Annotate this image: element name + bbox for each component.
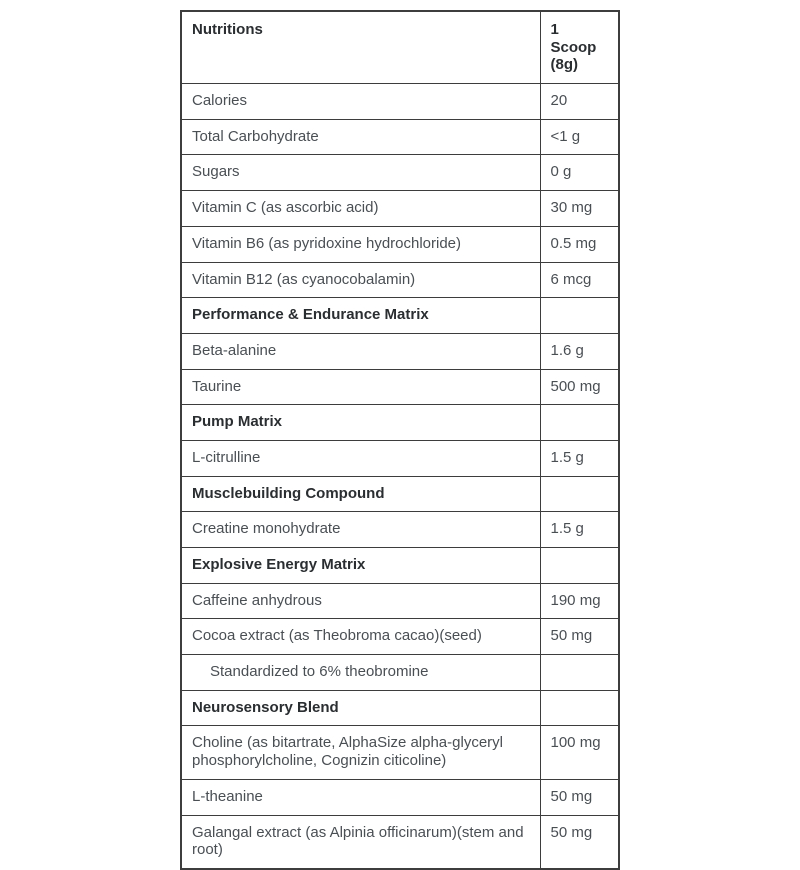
section-header-row — [181, 690, 619, 726]
nutrient-amount-cell — [540, 405, 619, 441]
table-row — [181, 226, 619, 262]
nutrient-name-cell: Standardized to 6% theobromine — [181, 655, 540, 691]
nutrient-amount-cell: 6 mcg — [540, 262, 619, 298]
table-row — [181, 440, 619, 476]
nutrient-amount-cell — [540, 548, 619, 584]
nutrient-amount-cell: 0.5 mg — [540, 226, 619, 262]
nutrient-name-cell: Taurine — [181, 369, 540, 405]
nutrient-amount-cell: 50 mg — [540, 815, 619, 869]
nutrient-name-cell: Sugars — [181, 155, 540, 191]
table-row — [181, 333, 619, 369]
section-header-row — [181, 405, 619, 441]
nutrient-amount-cell: 0 g — [540, 155, 619, 191]
table-row — [181, 726, 619, 779]
nutrition-facts-table — [180, 10, 620, 870]
nutrient-name-cell: Vitamin B6 (as pyridoxine hydrochloride) — [181, 226, 540, 262]
nutrient-name-cell: L-citrulline — [181, 440, 540, 476]
table-row — [181, 262, 619, 298]
section-header-row — [181, 298, 619, 334]
nutrient-amount-cell: <1 g — [540, 119, 619, 155]
table-row — [181, 155, 619, 191]
nutrient-amount-cell: 30 mg — [540, 191, 619, 227]
nutrient-amount-cell — [540, 298, 619, 334]
column-header-serving: 1 Scoop (8g) — [540, 11, 619, 84]
nutrient-amount-cell — [540, 476, 619, 512]
table-row — [181, 583, 619, 619]
nutrient-name-cell: Total Carbohydrate — [181, 119, 540, 155]
nutrient-name-cell: Galangal extract (as Alpinia officinarum)(stem and root) — [181, 815, 540, 869]
nutrient-amount-cell: 500 mg — [540, 369, 619, 405]
nutrient-name-cell: Beta-alanine — [181, 333, 540, 369]
table-row — [181, 191, 619, 227]
section-header-row — [181, 476, 619, 512]
section-title-cell: Musclebuilding Compound — [181, 476, 540, 512]
nutrient-name-cell: Choline (as bitartrate, AlphaSize alpha-glyceryl phosphorylcholine, Cognizin citicoline) — [181, 726, 540, 779]
nutrient-name-cell: Calories — [181, 84, 540, 120]
nutrient-amount-cell: 20 — [540, 84, 619, 120]
table-header-row — [181, 11, 619, 84]
nutrient-name-cell: Cocoa extract (as Theobroma cacao)(seed) — [181, 619, 540, 655]
table-row — [181, 815, 619, 869]
nutrient-amount-cell: 50 mg — [540, 779, 619, 815]
table-row — [181, 655, 619, 691]
column-header-nutritions: Nutritions — [181, 11, 540, 84]
table-row — [181, 84, 619, 120]
table-row — [181, 779, 619, 815]
table-row — [181, 119, 619, 155]
section-title-cell: Explosive Energy Matrix — [181, 548, 540, 584]
nutrient-amount-cell: 190 mg — [540, 583, 619, 619]
section-header-row — [181, 548, 619, 584]
nutrient-name-cell: Vitamin C (as ascorbic acid) — [181, 191, 540, 227]
nutrient-amount-cell — [540, 655, 619, 691]
nutrient-amount-cell: 50 mg — [540, 619, 619, 655]
nutrient-name-cell: Creatine monohydrate — [181, 512, 540, 548]
nutrient-amount-cell: 1.5 g — [540, 512, 619, 548]
section-title-cell: Neurosensory Blend — [181, 690, 540, 726]
table-body — [181, 84, 619, 869]
nutrient-amount-cell: 1.6 g — [540, 333, 619, 369]
table-row — [181, 619, 619, 655]
nutrient-name-cell: Caffeine anhydrous — [181, 583, 540, 619]
nutrient-amount-cell — [540, 690, 619, 726]
section-title-cell: Pump Matrix — [181, 405, 540, 441]
nutrient-amount-cell: 100 mg — [540, 726, 619, 779]
section-title-cell: Performance & Endurance Matrix — [181, 298, 540, 334]
nutrient-name-cell: L-theanine — [181, 779, 540, 815]
nutrient-name-cell: Vitamin B12 (as cyanocobalamin) — [181, 262, 540, 298]
nutrient-amount-cell: 1.5 g — [540, 440, 619, 476]
table-row — [181, 512, 619, 548]
table-row — [181, 369, 619, 405]
